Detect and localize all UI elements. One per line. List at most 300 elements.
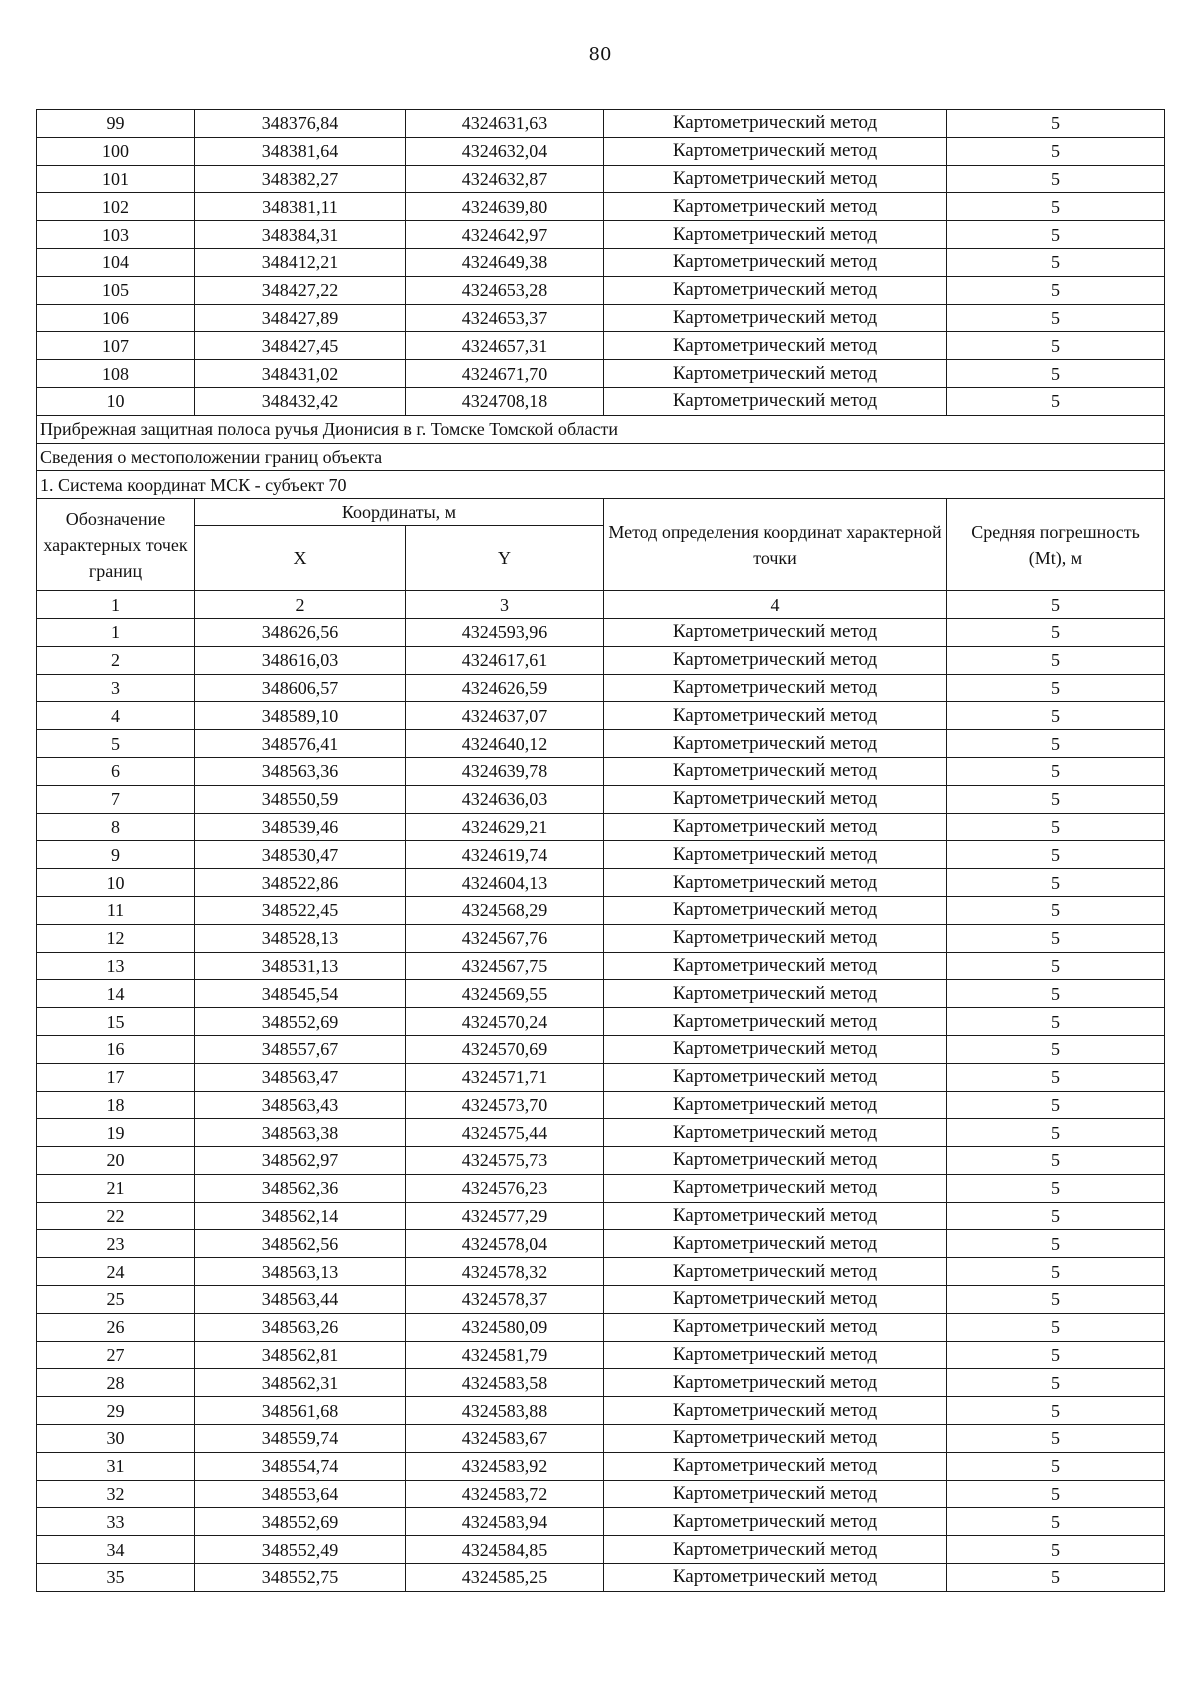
- point-number-cell: 23: [37, 1230, 195, 1258]
- method-cell: Картометрический метод: [604, 1008, 947, 1036]
- y-coordinate-cell: 4324619,74: [406, 841, 604, 869]
- table-row: [37, 730, 1165, 758]
- method-cell: Картометрический метод: [604, 646, 947, 674]
- table-row: [37, 1147, 1165, 1175]
- y-coordinate-cell: 4324577,29: [406, 1202, 604, 1230]
- y-coordinate-cell: 4324636,03: [406, 785, 604, 813]
- error-cell: 5: [947, 387, 1165, 415]
- point-number-cell: 17: [37, 1063, 195, 1091]
- point-number-cell: 1: [37, 618, 195, 646]
- x-coordinate-cell: 348563,36: [195, 757, 406, 785]
- x-coordinate-cell: 348561,68: [195, 1397, 406, 1425]
- table-row: [37, 1035, 1165, 1063]
- y-coordinate-cell: 4324617,61: [406, 646, 604, 674]
- y-coordinate-cell: 4324708,18: [406, 387, 604, 415]
- error-cell: 5: [947, 1035, 1165, 1063]
- method-cell: Картометрический метод: [604, 869, 947, 897]
- point-number-cell: 100: [37, 137, 195, 165]
- y-coordinate-cell: 4324626,59: [406, 674, 604, 702]
- point-number-cell: 4: [37, 702, 195, 730]
- x-coordinate-cell: 348550,59: [195, 785, 406, 813]
- table-row: [37, 869, 1165, 897]
- error-cell: 5: [947, 1202, 1165, 1230]
- y-coordinate-cell: 4324576,23: [406, 1174, 604, 1202]
- y-coordinate-cell: 4324567,76: [406, 924, 604, 952]
- column-number-5: 5: [947, 591, 1165, 619]
- y-coordinate-cell: 4324631,63: [406, 110, 604, 138]
- y-coordinate-cell: 4324604,13: [406, 869, 604, 897]
- y-coordinate-cell: 4324583,94: [406, 1508, 604, 1536]
- method-cell: Картометрический метод: [604, 110, 947, 138]
- method-cell: Картометрический метод: [604, 193, 947, 221]
- error-cell: 5: [947, 248, 1165, 276]
- point-number-cell: 3: [37, 674, 195, 702]
- table-row: [37, 674, 1165, 702]
- error-cell: 5: [947, 924, 1165, 952]
- error-cell: 5: [947, 813, 1165, 841]
- method-cell: Картометрический метод: [604, 896, 947, 924]
- method-cell: Картометрический метод: [604, 1174, 947, 1202]
- column-header-row: [37, 499, 1165, 526]
- x-coordinate-cell: 348522,86: [195, 869, 406, 897]
- y-coordinate-cell: 4324632,87: [406, 165, 604, 193]
- error-cell: 5: [947, 1286, 1165, 1314]
- point-number-cell: 13: [37, 952, 195, 980]
- table-row: [37, 1202, 1165, 1230]
- error-cell: 5: [947, 1425, 1165, 1453]
- point-number-cell: 32: [37, 1480, 195, 1508]
- point-number-cell: 14: [37, 980, 195, 1008]
- method-cell: Картометрический метод: [604, 1536, 947, 1564]
- method-cell: Картометрический метод: [604, 1564, 947, 1592]
- table-row: [37, 332, 1165, 360]
- y-coordinate-cell: 4324567,75: [406, 952, 604, 980]
- point-number-cell: 12: [37, 924, 195, 952]
- method-cell: Картометрический метод: [604, 730, 947, 758]
- table-row: [37, 1230, 1165, 1258]
- table-row: [37, 1397, 1165, 1425]
- table-row: [37, 193, 1165, 221]
- point-number-cell: 10: [37, 869, 195, 897]
- point-number-cell: 103: [37, 221, 195, 249]
- table-row: [37, 1508, 1165, 1536]
- point-number-cell: 106: [37, 304, 195, 332]
- point-number-cell: 5: [37, 730, 195, 758]
- x-coordinate-cell: 348431,02: [195, 360, 406, 388]
- previous-object-rows: [37, 110, 1165, 416]
- table-row: [37, 702, 1165, 730]
- error-cell: 5: [947, 110, 1165, 138]
- table-row: [37, 1564, 1165, 1592]
- point-number-cell: 29: [37, 1397, 195, 1425]
- x-coordinate-cell: 348563,44: [195, 1286, 406, 1314]
- x-coordinate-cell: 348576,41: [195, 730, 406, 758]
- error-cell: 5: [947, 1508, 1165, 1536]
- method-cell: Картометрический метод: [604, 1258, 947, 1286]
- table-row: [37, 110, 1165, 138]
- x-coordinate-cell: 348557,67: [195, 1035, 406, 1063]
- y-coordinate-cell: 4324657,31: [406, 332, 604, 360]
- point-number-cell: 20: [37, 1147, 195, 1175]
- method-cell: Картометрический метод: [604, 1397, 947, 1425]
- error-cell: 5: [947, 702, 1165, 730]
- method-cell: Картометрический метод: [604, 332, 947, 360]
- method-cell: Картометрический метод: [604, 1425, 947, 1453]
- table-row: [37, 137, 1165, 165]
- y-coordinate-cell: 4324583,72: [406, 1480, 604, 1508]
- method-cell: Картометрический метод: [604, 248, 947, 276]
- method-cell: Картометрический метод: [604, 1147, 947, 1175]
- table-row: [37, 813, 1165, 841]
- error-cell: 5: [947, 646, 1165, 674]
- error-cell: 5: [947, 1258, 1165, 1286]
- error-cell: 5: [947, 841, 1165, 869]
- x-coordinate-cell: 348545,54: [195, 980, 406, 1008]
- boundary-point-rows: [37, 618, 1165, 1591]
- x-coordinate-cell: 348553,64: [195, 1480, 406, 1508]
- x-coordinate-cell: 348563,47: [195, 1063, 406, 1091]
- y-coordinate-cell: 4324575,73: [406, 1147, 604, 1175]
- table-row: [37, 1008, 1165, 1036]
- table-row: [37, 387, 1165, 415]
- point-number-cell: 16: [37, 1035, 195, 1063]
- method-cell: Картометрический метод: [604, 813, 947, 841]
- table-row: [37, 618, 1165, 646]
- y-coordinate-cell: 4324584,85: [406, 1536, 604, 1564]
- table-row: [37, 1258, 1165, 1286]
- y-coordinate-cell: 4324575,44: [406, 1119, 604, 1147]
- method-cell: Картометрический метод: [604, 1091, 947, 1119]
- x-coordinate-cell: 348562,56: [195, 1230, 406, 1258]
- error-cell: 5: [947, 730, 1165, 758]
- info-title: Сведения о местоположении границ объекта: [37, 443, 1165, 471]
- table-row: [37, 1174, 1165, 1202]
- point-number-cell: 99: [37, 110, 195, 138]
- x-coordinate-cell: 348559,74: [195, 1425, 406, 1453]
- y-coordinate-cell: 4324573,70: [406, 1091, 604, 1119]
- point-number-cell: 10: [37, 387, 195, 415]
- error-cell: 5: [947, 304, 1165, 332]
- error-cell: 5: [947, 1369, 1165, 1397]
- method-cell: Картометрический метод: [604, 1035, 947, 1063]
- x-coordinate-cell: 348554,74: [195, 1452, 406, 1480]
- point-number-cell: 107: [37, 332, 195, 360]
- y-coordinate-cell: 4324632,04: [406, 137, 604, 165]
- method-cell: Картометрический метод: [604, 757, 947, 785]
- error-cell: 5: [947, 360, 1165, 388]
- method-cell: Картометрический метод: [604, 165, 947, 193]
- y-coordinate-cell: 4324570,24: [406, 1008, 604, 1036]
- point-number-cell: 18: [37, 1091, 195, 1119]
- point-number-cell: 27: [37, 1341, 195, 1369]
- x-coordinate-cell: 348562,81: [195, 1341, 406, 1369]
- method-cell: Картометрический метод: [604, 1313, 947, 1341]
- error-cell: 5: [947, 1063, 1165, 1091]
- point-number-cell: 35: [37, 1564, 195, 1592]
- x-coordinate-cell: 348626,56: [195, 618, 406, 646]
- error-cell: 5: [947, 332, 1165, 360]
- point-number-cell: 28: [37, 1369, 195, 1397]
- point-number-cell: 31: [37, 1452, 195, 1480]
- error-cell: 5: [947, 1313, 1165, 1341]
- method-cell: Картометрический метод: [604, 221, 947, 249]
- error-cell: 5: [947, 1091, 1165, 1119]
- method-cell: Картометрический метод: [604, 980, 947, 1008]
- error-cell: 5: [947, 1341, 1165, 1369]
- x-coordinate-cell: 348432,42: [195, 387, 406, 415]
- table-row: [37, 1313, 1165, 1341]
- method-cell: Картометрический метод: [604, 137, 947, 165]
- y-coordinate-cell: 4324580,09: [406, 1313, 604, 1341]
- method-cell: Картометрический метод: [604, 841, 947, 869]
- header-error: Средняя погрешность (Mt), м: [947, 499, 1165, 591]
- table-row: [37, 1063, 1165, 1091]
- column-number-row: [37, 591, 1165, 619]
- y-coordinate-cell: 4324583,92: [406, 1452, 604, 1480]
- y-coordinate-cell: 4324578,37: [406, 1286, 604, 1314]
- y-coordinate-cell: 4324583,88: [406, 1397, 604, 1425]
- point-number-cell: 104: [37, 248, 195, 276]
- x-coordinate-cell: 348552,69: [195, 1508, 406, 1536]
- method-cell: Картометрический метод: [604, 1286, 947, 1314]
- y-coordinate-cell: 4324569,55: [406, 980, 604, 1008]
- error-cell: 5: [947, 1174, 1165, 1202]
- error-cell: 5: [947, 896, 1165, 924]
- method-cell: Картометрический метод: [604, 1452, 947, 1480]
- point-number-cell: 22: [37, 1202, 195, 1230]
- y-coordinate-cell: 4324639,78: [406, 757, 604, 785]
- point-number-cell: 24: [37, 1258, 195, 1286]
- point-number-cell: 2: [37, 646, 195, 674]
- error-cell: 5: [947, 276, 1165, 304]
- object-section-header: [37, 415, 1165, 618]
- point-number-cell: 6: [37, 757, 195, 785]
- y-coordinate-cell: 4324639,80: [406, 193, 604, 221]
- x-coordinate-cell: 348552,69: [195, 1008, 406, 1036]
- table-row: [37, 646, 1165, 674]
- object-title-row: [37, 415, 1165, 443]
- point-number-cell: 33: [37, 1508, 195, 1536]
- table-row: [37, 360, 1165, 388]
- error-cell: 5: [947, 785, 1165, 813]
- x-coordinate-cell: 348376,84: [195, 110, 406, 138]
- table-row: [37, 1341, 1165, 1369]
- table-row: [37, 1480, 1165, 1508]
- y-coordinate-cell: 4324640,12: [406, 730, 604, 758]
- point-number-cell: 26: [37, 1313, 195, 1341]
- method-cell: Картометрический метод: [604, 1369, 947, 1397]
- header-y: Y: [406, 526, 604, 591]
- x-coordinate-cell: 348528,13: [195, 924, 406, 952]
- point-number-cell: 21: [37, 1174, 195, 1202]
- error-cell: 5: [947, 980, 1165, 1008]
- error-cell: 5: [947, 757, 1165, 785]
- table-row: [37, 924, 1165, 952]
- error-cell: 5: [947, 193, 1165, 221]
- error-cell: 5: [947, 1147, 1165, 1175]
- method-cell: Картометрический метод: [604, 1119, 947, 1147]
- y-coordinate-cell: 4324583,58: [406, 1369, 604, 1397]
- error-cell: 5: [947, 165, 1165, 193]
- error-cell: 5: [947, 952, 1165, 980]
- table-row: [37, 841, 1165, 869]
- column-number-4: 4: [604, 591, 947, 619]
- method-cell: Картометрический метод: [604, 276, 947, 304]
- object-title: Прибрежная защитная полоса ручья Дионисия в г. Томске Томской области: [37, 415, 1165, 443]
- y-coordinate-cell: 4324581,79: [406, 1341, 604, 1369]
- method-cell: Картометрический метод: [604, 1202, 947, 1230]
- y-coordinate-cell: 4324653,37: [406, 304, 604, 332]
- x-coordinate-cell: 348562,14: [195, 1202, 406, 1230]
- table-row: [37, 304, 1165, 332]
- error-cell: 5: [947, 137, 1165, 165]
- table-row: [37, 248, 1165, 276]
- method-cell: Картометрический метод: [604, 387, 947, 415]
- table-row: [37, 785, 1165, 813]
- point-number-cell: 11: [37, 896, 195, 924]
- x-coordinate-cell: 348563,38: [195, 1119, 406, 1147]
- table-row: [37, 952, 1165, 980]
- method-cell: Картометрический метод: [604, 702, 947, 730]
- table-row: [37, 1536, 1165, 1564]
- point-number-cell: 34: [37, 1536, 195, 1564]
- y-coordinate-cell: 4324583,67: [406, 1425, 604, 1453]
- point-number-cell: 105: [37, 276, 195, 304]
- error-cell: 5: [947, 1452, 1165, 1480]
- table-row: [37, 757, 1165, 785]
- x-coordinate-cell: 348427,89: [195, 304, 406, 332]
- header-coordinates: Координаты, м: [195, 499, 604, 526]
- method-cell: Картометрический метод: [604, 618, 947, 646]
- point-number-cell: 102: [37, 193, 195, 221]
- y-coordinate-cell: 4324671,70: [406, 360, 604, 388]
- point-number-cell: 19: [37, 1119, 195, 1147]
- y-coordinate-cell: 4324653,28: [406, 276, 604, 304]
- method-cell: Картометрический метод: [604, 1341, 947, 1369]
- y-coordinate-cell: 4324637,07: [406, 702, 604, 730]
- y-coordinate-cell: 4324578,04: [406, 1230, 604, 1258]
- page-number: 80: [588, 44, 612, 65]
- table-row: [37, 1091, 1165, 1119]
- x-coordinate-cell: 348562,31: [195, 1369, 406, 1397]
- error-cell: 5: [947, 1230, 1165, 1258]
- error-cell: 5: [947, 1564, 1165, 1592]
- y-coordinate-cell: 4324649,38: [406, 248, 604, 276]
- header-x: X: [195, 526, 406, 591]
- y-coordinate-cell: 4324568,29: [406, 896, 604, 924]
- method-cell: Картометрический метод: [604, 674, 947, 702]
- x-coordinate-cell: 348616,03: [195, 646, 406, 674]
- x-coordinate-cell: 348539,46: [195, 813, 406, 841]
- method-cell: Картометрический метод: [604, 304, 947, 332]
- point-number-cell: 7: [37, 785, 195, 813]
- error-cell: 5: [947, 618, 1165, 646]
- x-coordinate-cell: 348522,45: [195, 896, 406, 924]
- x-coordinate-cell: 348531,13: [195, 952, 406, 980]
- x-coordinate-cell: 348589,10: [195, 702, 406, 730]
- method-cell: Картометрический метод: [604, 924, 947, 952]
- method-cell: Картометрический метод: [604, 785, 947, 813]
- column-number-2: 2: [195, 591, 406, 619]
- method-cell: Картометрический метод: [604, 952, 947, 980]
- table-row: [37, 221, 1165, 249]
- x-coordinate-cell: 348381,11: [195, 193, 406, 221]
- table-row: [37, 896, 1165, 924]
- x-coordinate-cell: 348427,22: [195, 276, 406, 304]
- table-row: [37, 276, 1165, 304]
- method-cell: Картометрический метод: [604, 1230, 947, 1258]
- point-number-cell: 25: [37, 1286, 195, 1314]
- table-row: [37, 980, 1165, 1008]
- x-coordinate-cell: 348606,57: [195, 674, 406, 702]
- method-cell: Картометрический метод: [604, 360, 947, 388]
- error-cell: 5: [947, 1480, 1165, 1508]
- error-cell: 5: [947, 1397, 1165, 1425]
- coordinate-system-title: 1. Система координат МСК - субъект 70: [37, 471, 1165, 499]
- table-row: [37, 1369, 1165, 1397]
- header-point-name: Обозначение характерных точек границ: [37, 499, 195, 591]
- y-coordinate-cell: 4324571,71: [406, 1063, 604, 1091]
- x-coordinate-cell: 348562,36: [195, 1174, 406, 1202]
- info-title-row: [37, 443, 1165, 471]
- table-row: [37, 1452, 1165, 1480]
- table-row: [37, 1425, 1165, 1453]
- point-number-cell: 108: [37, 360, 195, 388]
- column-number-1: 1: [37, 591, 195, 619]
- y-coordinate-cell: 4324642,97: [406, 221, 604, 249]
- method-cell: Картометрический метод: [604, 1063, 947, 1091]
- x-coordinate-cell: 348384,31: [195, 221, 406, 249]
- table-row: [37, 165, 1165, 193]
- error-cell: 5: [947, 1008, 1165, 1036]
- point-number-cell: 8: [37, 813, 195, 841]
- error-cell: 5: [947, 674, 1165, 702]
- point-number-cell: 30: [37, 1425, 195, 1453]
- y-coordinate-cell: 4324585,25: [406, 1564, 604, 1592]
- column-number-3: 3: [406, 591, 604, 619]
- x-coordinate-cell: 348562,97: [195, 1147, 406, 1175]
- x-coordinate-cell: 348382,27: [195, 165, 406, 193]
- table-row: [37, 1119, 1165, 1147]
- error-cell: 5: [947, 221, 1165, 249]
- system-title-row: [37, 471, 1165, 499]
- method-cell: Картометрический метод: [604, 1508, 947, 1536]
- error-cell: 5: [947, 1119, 1165, 1147]
- error-cell: 5: [947, 1536, 1165, 1564]
- x-coordinate-cell: 348381,64: [195, 137, 406, 165]
- x-coordinate-cell: 348552,49: [195, 1536, 406, 1564]
- x-coordinate-cell: 348563,26: [195, 1313, 406, 1341]
- table-row: [37, 1286, 1165, 1314]
- x-coordinate-cell: 348552,75: [195, 1564, 406, 1592]
- point-number-cell: 9: [37, 841, 195, 869]
- x-coordinate-cell: 348427,45: [195, 332, 406, 360]
- method-cell: Картометрический метод: [604, 1480, 947, 1508]
- header-method: Метод определения координат характерной точки: [604, 499, 947, 591]
- point-number-cell: 101: [37, 165, 195, 193]
- error-cell: 5: [947, 869, 1165, 897]
- y-coordinate-cell: 4324578,32: [406, 1258, 604, 1286]
- x-coordinate-cell: 348563,43: [195, 1091, 406, 1119]
- y-coordinate-cell: 4324570,69: [406, 1035, 604, 1063]
- x-coordinate-cell: 348530,47: [195, 841, 406, 869]
- point-number-cell: 15: [37, 1008, 195, 1036]
- coordinates-table: [36, 109, 1165, 1592]
- x-coordinate-cell: 348563,13: [195, 1258, 406, 1286]
- y-coordinate-cell: 4324593,96: [406, 618, 604, 646]
- y-coordinate-cell: 4324629,21: [406, 813, 604, 841]
- x-coordinate-cell: 348412,21: [195, 248, 406, 276]
